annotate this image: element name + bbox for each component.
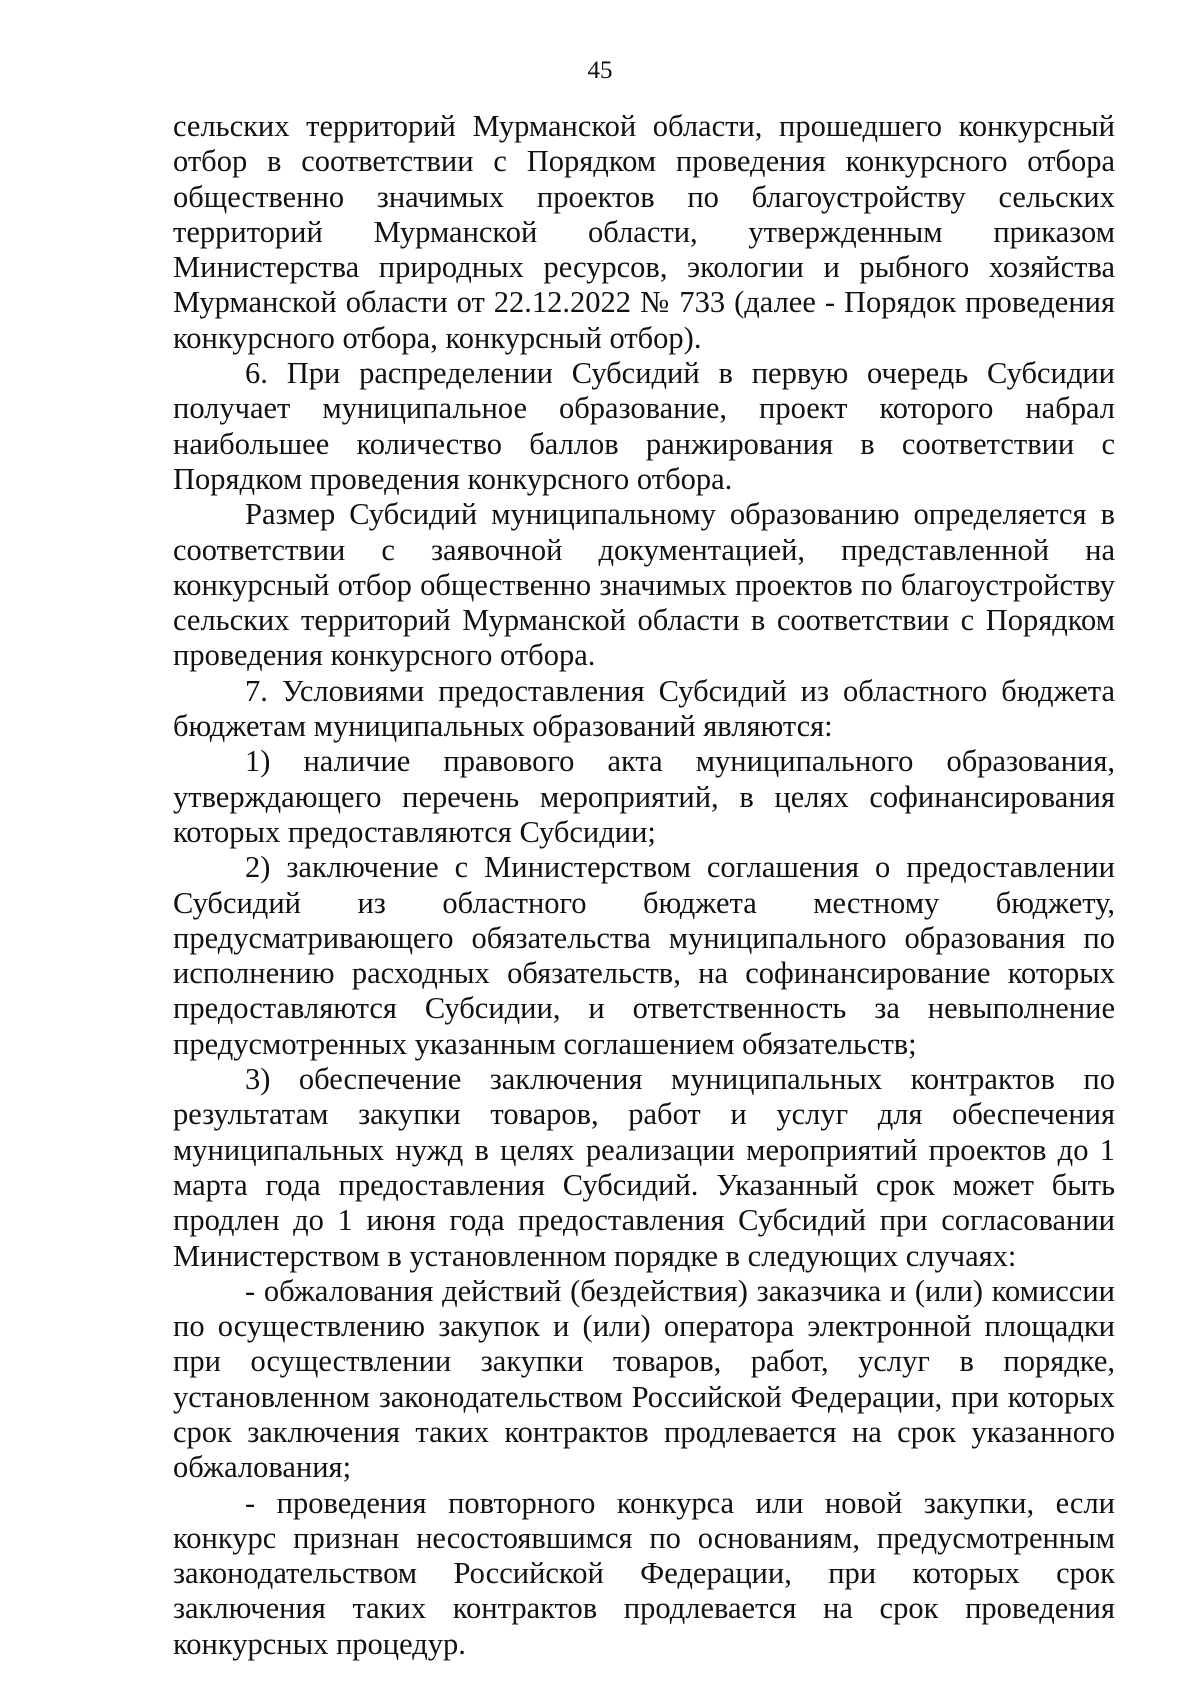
paragraph-case-repeat-tender: - проведения повторного конкурса или новой закупки, если конкурс признан несостоявшимся по основаниям, предусмотренным законодательством Российской Федерации, при которых срок заключения таких контрактов продлевается на срок проведения конкурсных процедур.	[173, 1485, 1115, 1661]
paragraph-item-6: 6. При распределении Субсидий в первую очередь Субсидии получает муниципальное образование, проект которого набрал наибольшее количество баллов ранжирования в соответствии с Порядком проведения конкурсного отбора.	[173, 356, 1115, 496]
paragraph-condition-3: 3) обеспечение заключения муниципальных контрактов по результатам закупки товаров, работ и услуг для обеспечения муниципальных нужд в целях реализации мероприятий проектов до 1 марта года предоставления Субсидий. Указанный срок может быть продлен до 1 июня года предоставления Субсидий при согласовании Министерством в установленном порядке в следующих случаях:	[173, 1062, 1115, 1273]
paragraph-continuation: сельских территорий Мурманской области, прошедшего конкурсный отбор в соответствии с Порядком проведения конкурсного отбора общественно значимых проектов по благоустройству сельских территорий Мурманской области, утвержденным приказом Министерства природных ресурсов, экологии и рыбного хозяйства Мурманской области от 22.12.2022 № 733 (далее - Порядок проведения конкурсного отбора, конкурсный отбор).	[173, 109, 1115, 355]
page-number: 45	[587, 57, 613, 84]
paragraph-item-7: 7. Условиями предоставления Субсидий из областного бюджета бюджетам муниципальных образований являются:	[173, 673, 1115, 744]
paragraph-condition-1: 1) наличие правового акта муниципального образования, утверждающего перечень мероприятий, в целях софинансирования которых предоставляются Субсидии;	[173, 744, 1115, 849]
paragraph-subsidy-amount: Размер Субсидий муниципальному образованию определяется в соответствии с заявочной документацией, представленной на конкурсный отбор общественно значимых проектов по благоустройству сельских территорий Мурманской области в соответствии с Порядком проведения конкурсного отбора.	[173, 497, 1115, 673]
paragraph-condition-2: 2) заключение с Министерством соглашения о предоставлении Субсидий из областного бюджета местному бюджету, предусматривающего обязательства муниципального образования по исполнению расходных обязательств, на софинансирование которых предоставляются Субсидии, и ответственность за невыполнение предусмотренных указанным соглашением обязательств;	[173, 850, 1115, 1061]
paragraph-case-appeal: - обжалования действий (бездействия) заказчика и (или) комиссии по осуществлению закупок и (или) оператора электронной площадки при осуществлении закупки товаров, работ, услуг в порядке, установленном законодательством Российской Федерации, при которых срок заключения таких контрактов продлевается на срок указанного обжалования;	[173, 1273, 1115, 1485]
document-body	[173, 109, 1115, 1662]
